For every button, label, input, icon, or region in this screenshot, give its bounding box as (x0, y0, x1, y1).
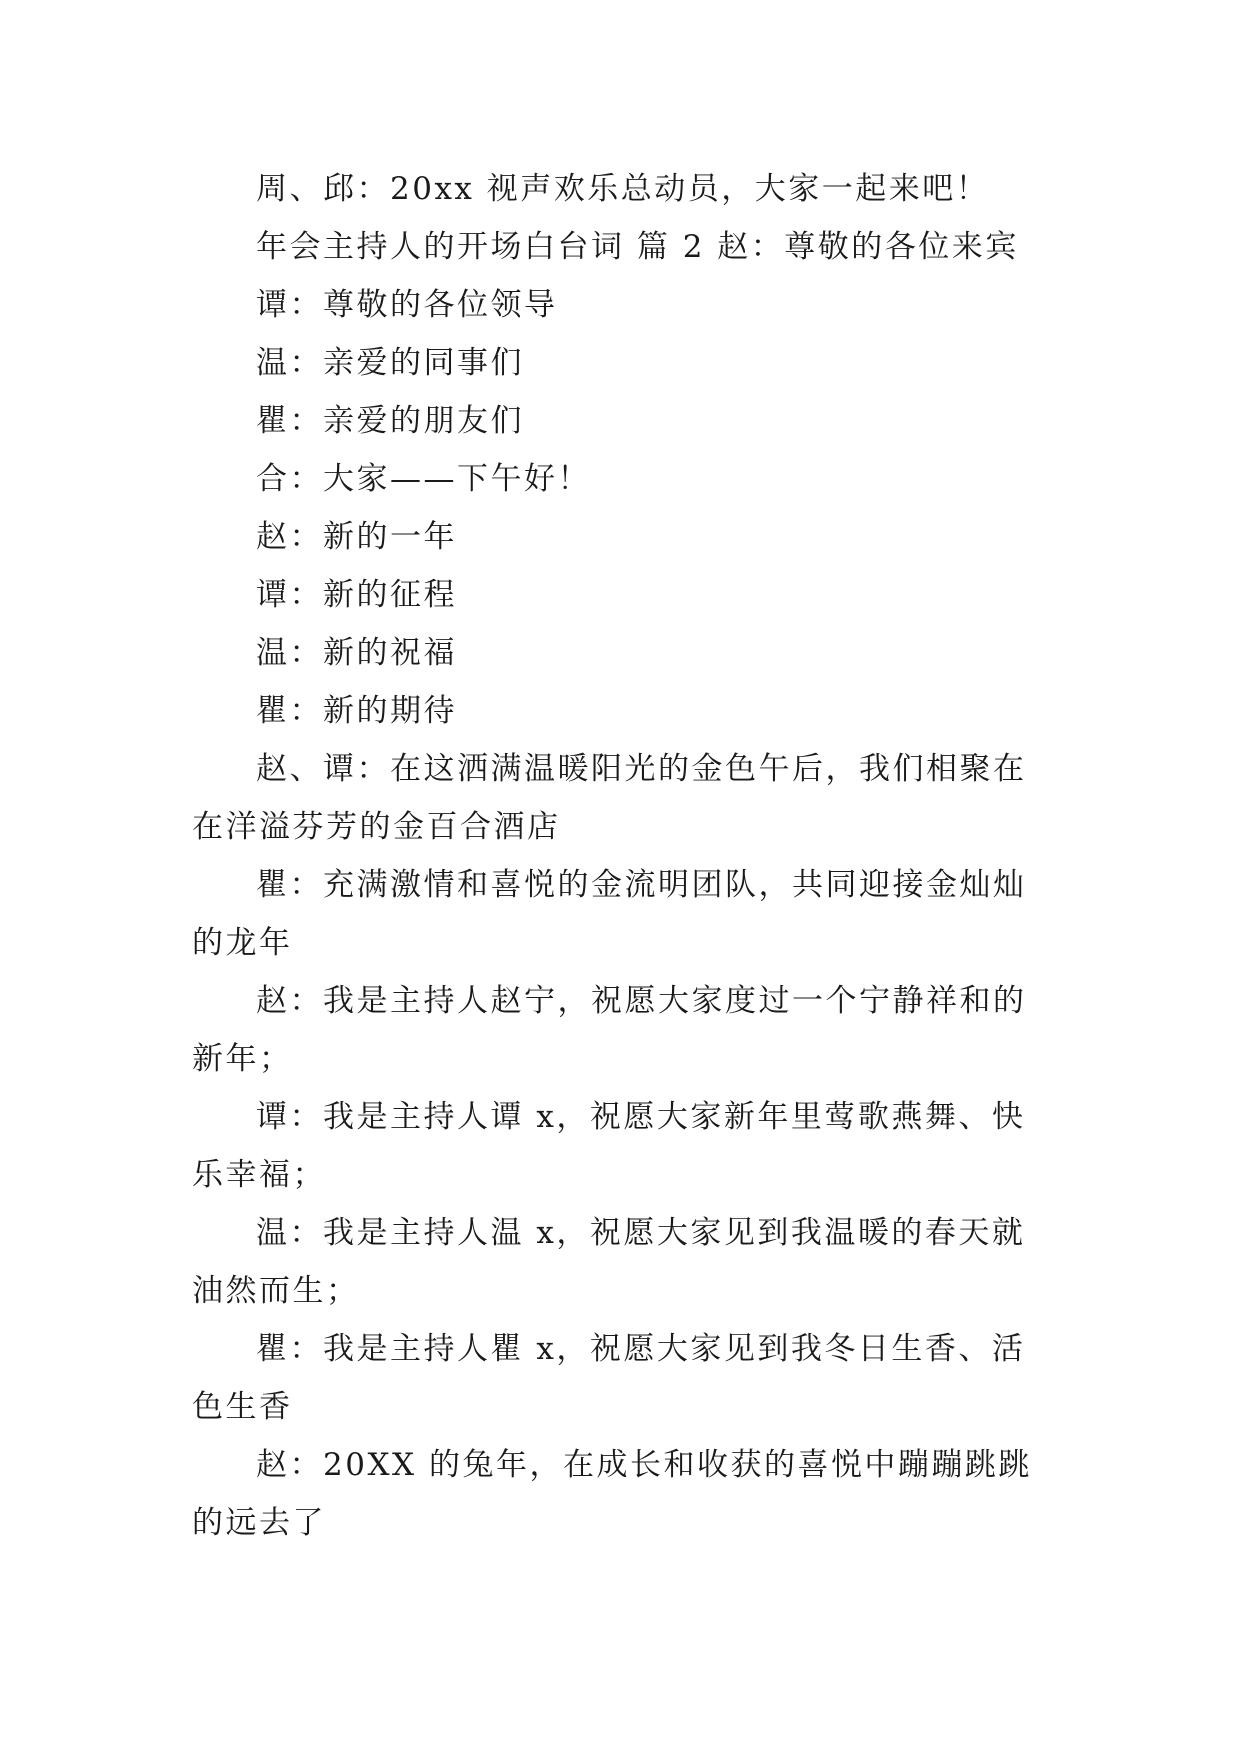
paragraph: 瞿：新的期待 (256, 693, 457, 729)
paragraph: 周、邱：20xx 视声欢乐总动员，大家一起来吧！ (256, 171, 990, 207)
paragraph: 赵：我是主持人赵宁，祝愿大家度过一个宁静祥和的新年； (192, 983, 1027, 1077)
paragraph: 年会主持人的开场白台词 篇 2 赵：尊敬的各位来宾 (256, 229, 1019, 265)
paragraph: 瞿：我是主持人瞿 x，祝愿大家见到我冬日生香、活色生香 (192, 1331, 1026, 1425)
paragraph: 温：我是主持人温 x，祝愿大家见到我温暖的春天就油然而生； (192, 1215, 1026, 1309)
paragraph: 谭：新的征程 (256, 577, 457, 613)
paragraph: 谭：我是主持人谭 x，祝愿大家新年里莺歌燕舞、快乐幸福； (192, 1099, 1026, 1193)
paragraph: 瞿：充满激情和喜悦的金流明团队，共同迎接金灿灿的龙年 (192, 867, 1027, 961)
paragraph: 合：大家——下午好！ (256, 461, 591, 497)
paragraph: 温：亲爱的同事们 (256, 345, 524, 381)
paragraph: 瞿：亲爱的朋友们 (256, 403, 524, 439)
paragraph: 赵、谭：在这洒满温暖阳光的金色午后，我们相聚在在洋溢芬芳的金百合酒店 (192, 751, 1027, 845)
document-body (192, 160, 1052, 1552)
paragraph: 赵：20XX 的兔年，在成长和收获的喜悦中蹦蹦跳跳的远去了 (192, 1447, 1032, 1541)
paragraph: 赵：新的一年 (256, 519, 457, 555)
paragraph: 谭：尊敬的各位领导 (256, 287, 558, 323)
paragraph: 温：新的祝福 (256, 635, 457, 671)
